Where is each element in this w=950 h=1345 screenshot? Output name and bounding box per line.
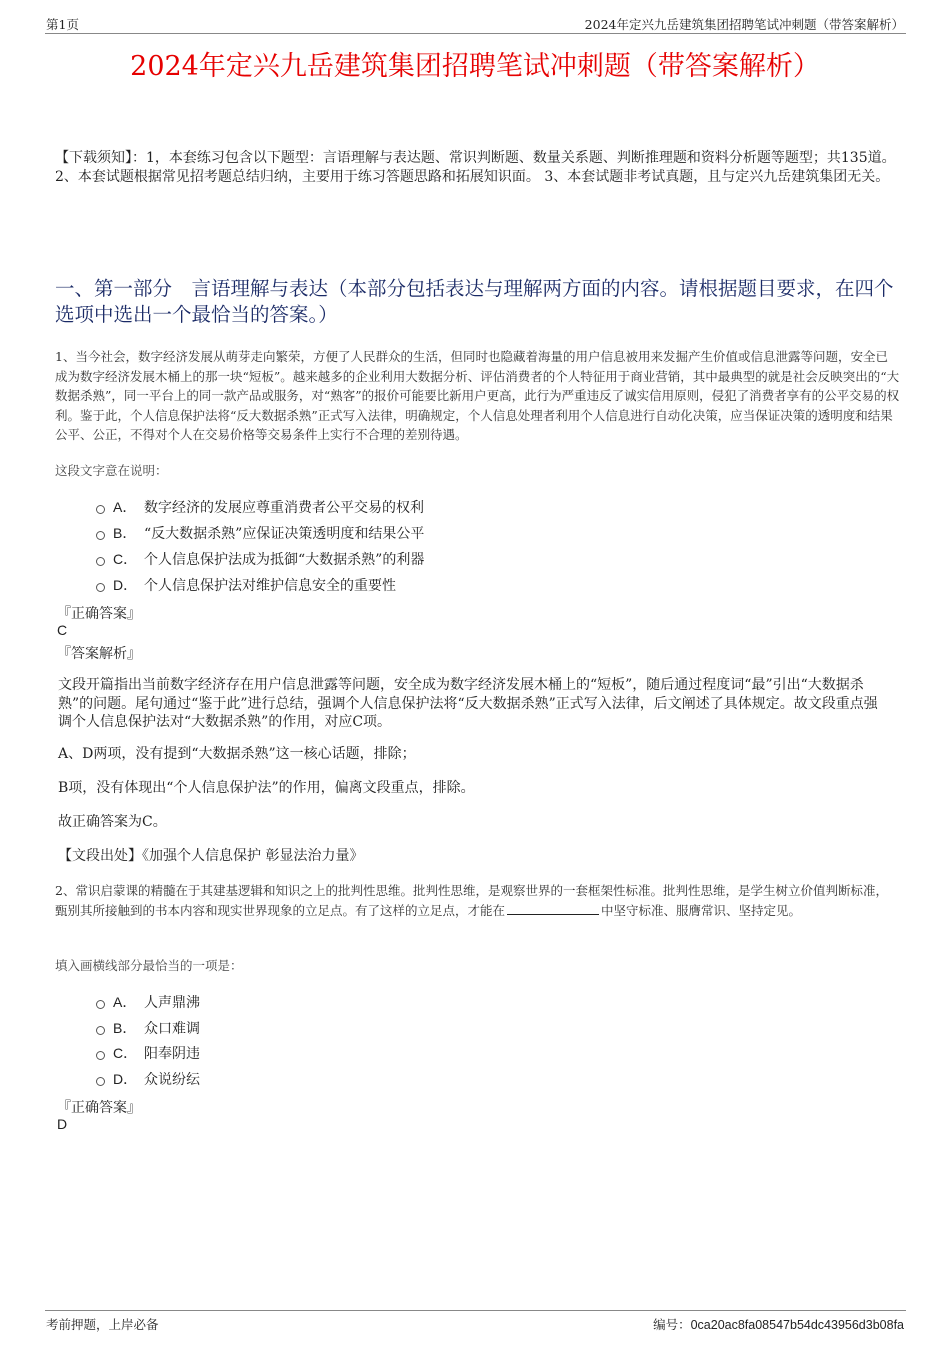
radio-icon[interactable] bbox=[96, 1051, 105, 1060]
radio-icon[interactable] bbox=[96, 557, 105, 566]
page-number: 第1页 bbox=[46, 17, 79, 32]
q2-option-b[interactable]: B． 众口难调 bbox=[96, 1018, 200, 1038]
q1-option-c[interactable]: C． 个人信息保护法成为抵御“大数据杀熟”的利器 bbox=[96, 549, 424, 569]
page-title: 2024年定兴九岳建筑集团招聘笔试冲刺题（带答案解析） bbox=[130, 51, 820, 82]
question-1-prompt: 这段文字意在说明： bbox=[55, 463, 168, 478]
q2-option-c[interactable]: C． 阳奉阴违 bbox=[96, 1043, 200, 1063]
q1-analysis-conclusion: 故正确答案为C。 bbox=[58, 814, 167, 830]
q1-option-a[interactable]: A． 数字经济的发展应尊重消费者公平交易的权利 bbox=[96, 497, 424, 517]
question-2-prompt: 填入画横线部分最恰当的一项是： bbox=[55, 958, 243, 973]
header-doc-title: 2024年定兴九岳建筑集团招聘笔试冲刺题（带答案解析） bbox=[584, 17, 904, 32]
footer-divider bbox=[45, 1310, 906, 1311]
q1-analysis-label: 『答案解析』 bbox=[57, 646, 141, 662]
q2-option-a[interactable]: A． 人声鼎沸 bbox=[96, 992, 200, 1012]
q2-answer-label: 『正确答案』 bbox=[57, 1100, 141, 1116]
fill-blank bbox=[507, 902, 599, 915]
question-2-text: 2、常识启蒙课的精髓在于其建基逻辑和知识之上的批判性思维。批判性思维，是观察世界的一套框架性标准。批判性思维，是学生树立价值判断标准，甄别其所接触到的书本内容和现实世界现象的立足点。有了这样的立足点，才能在 中坚守标准、服膺常识、坚持定见。 bbox=[55, 883, 888, 918]
q1-source: 【文段出处】《加强个人信息保护 彰显法治力量》 bbox=[58, 848, 364, 864]
radio-icon[interactable] bbox=[96, 1077, 105, 1086]
radio-icon[interactable] bbox=[96, 505, 105, 514]
q1-analysis-paragraph: 文段开篇指出当前数字经济存在用户信息泄露等问题，安全成为数字经济发展木桶上的“短板”，随后通过程度词“最”引出“大数据杀熟”的问题。尾句通过“鉴于此”进行总结，强调个人信息保护法将“反大数据杀熟”正式写入法律，后文阐述了具体规定。故文段重点强调个人信息保护法对“大数据杀熟”的作用，对应C项。 bbox=[58, 677, 878, 730]
footer-code: 编号：0ca20ac8fa08547b54dc43956d3b08fa bbox=[653, 1317, 904, 1332]
q1-option-b[interactable]: B． “反大数据杀熟”应保证决策透明度和结果公平 bbox=[96, 523, 424, 543]
q1-option-d[interactable]: D． 个人信息保护法对维护信息安全的重要性 bbox=[96, 575, 396, 595]
radio-icon[interactable] bbox=[96, 1000, 105, 1009]
q1-answer-label: 『正确答案』 bbox=[57, 606, 141, 622]
radio-icon[interactable] bbox=[96, 583, 105, 592]
download-notice: 【下载须知】：1，本套练习包含以下题型：言语理解与表达题、常识判断题、数量关系题、判断推理题和资料分析题等题型；共135道。 2、本套试题根据常见招考题总结归纳，主要用于练习答题思路和拓展知识面。 3、本套试题非考试真题，且与定兴九岳建筑集团无关。 bbox=[55, 150, 896, 185]
radio-icon[interactable] bbox=[96, 1026, 105, 1035]
q1-analysis-b: B项，没有体现出“个人信息保护法”的作用，偏离文段重点，排除。 bbox=[58, 780, 475, 796]
question-1-text: 1、当今社会，数字经济发展从萌芽走向繁荣，方便了人民群众的生活，但同时也隐藏着海量的用户信息被用来发掘产生价值或信息泄露等问题，安全已成为数字经济发展木桶上的那一块“短板”。越来越多的企业利用大数据分析、评估消费者的个人特征用于商业营销，其中最典型的就是社会反映突出的“大数据杀熟”，同一平台上的同一款产品或服务，对“熟客”的报价可能要比新用户更高，此行为严重违反了诚实信用原则，侵犯了消费者享有的公平交易的权利。鉴于此，个人信息保护法将“反大数据杀熟”正式写入法律，明确规定，个人信息处理者利用个人信息进行自动化决策，应当保证决策的透明度和结果公平、公正，不得对个人在交易价格等交易条件上实行不合理的差别待遇。 bbox=[55, 349, 900, 442]
q2-answer: D bbox=[57, 1116, 68, 1132]
radio-icon[interactable] bbox=[96, 531, 105, 540]
footer-slogan: 考前押题，上岸必备 bbox=[46, 1317, 159, 1332]
header-divider bbox=[45, 33, 906, 34]
q1-analysis-ad: A、D两项，没有提到“大数据杀熟”这一核心话题，排除； bbox=[58, 746, 416, 762]
q1-answer: C bbox=[57, 622, 68, 638]
section-heading: 一、第一部分 言语理解与表达（本部分包括表达与理解两方面的内容。请根据题目要求，在四个选项中选出一个最恰当的答案。） bbox=[55, 277, 894, 326]
q2-option-d[interactable]: D． 众说纷纭 bbox=[96, 1069, 200, 1089]
